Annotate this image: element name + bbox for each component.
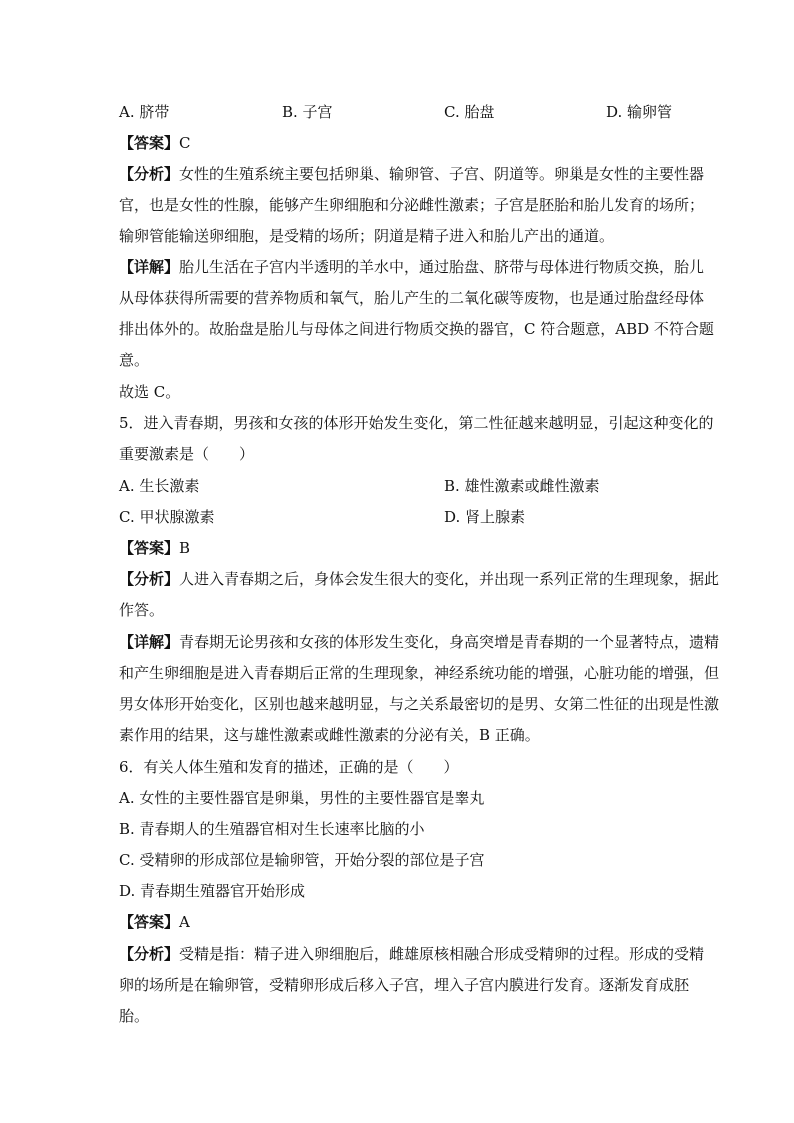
q6-analysis-line (119, 944, 705, 964)
q4-answer (119, 133, 679, 153)
q5-stem-line: 重要激素是（ ） (119, 445, 255, 463)
detail-text: 胎儿生活在子宫内半透明的羊水中，通过胎盘、脐带与母体进行物质交换，胎儿 (179, 258, 705, 276)
q5-option-a: A. 生长激素 (119, 477, 200, 495)
q6-option-d: D. 青春期生殖器官开始形成 (119, 882, 306, 900)
q4-option-b: B. 子宫 (282, 103, 333, 121)
q5-stem-line: 5．进入青春期，男孩和女孩的体形开始发生变化，第二性征越来越明显，引起这种变化的 (119, 414, 714, 432)
analysis-label: 【分析】 (119, 165, 180, 183)
q4-detail-line (119, 257, 705, 277)
q6-analysis-line: 卵的场所是在输卵管，受精卵形成后移入子宫，埋入子宫内膜进行发育。逐渐发育成胚 (119, 976, 690, 994)
q6-answer (119, 912, 679, 932)
answer-label: 【答案】 (119, 539, 180, 557)
q4-analysis-line: 输卵管能输送卵细胞，是受精的场所；阴道是精子进入和胎儿产出的通道。 (119, 227, 615, 245)
q4-detail-line: 从母体获得所需要的营养物质和氧气，胎儿产生的二氧化碳等废物，也是通过胎盘经母体 (119, 289, 705, 307)
q5-option-b: B. 雄性激素或雌性激素 (444, 477, 600, 495)
q4-analysis-line: 官，也是女性的性腺，能够产生卵细胞和分泌雌性激素；子宫是胚胎和胎儿发育的场所； (119, 196, 705, 214)
answer-value: B (179, 539, 191, 557)
q5-option-c: C. 甲状腺激素 (119, 508, 215, 526)
detail-text: 青春期无论男孩和女孩的体形发生变化，身高突增是青春期的一个显著特点，遗精 (179, 633, 720, 651)
q5-analysis-line: 作答。 (119, 601, 165, 619)
q6-option-b: B. 青春期人的生殖器官相对生长速率比脑的小 (119, 820, 425, 838)
q5-detail-line: 素作用的结果，这与雄性激素或雌性激素的分泌有关，B 正确。 (119, 726, 540, 744)
detail-label: 【详解】 (119, 633, 180, 651)
answer-label: 【答案】 (119, 134, 180, 152)
analysis-text: 人进入青春期之后，身体会发生很大的变化，并出现一系列正常的生理现象，据此 (179, 570, 720, 588)
analysis-text: 女性的生殖系统主要包括卵巢、输卵管、子宫、阴道等。卵巢是女性的主要性器 (179, 165, 705, 183)
q6-option-c: C. 受精卵的形成部位是输卵管，开始分裂的部位是子宫 (119, 851, 485, 869)
q5-detail-line: 和产生卵细胞是进入青春期后正常的生理现象，神经系统功能的增强，心脏功能的增强，但 (119, 664, 720, 682)
q5-detail-line (119, 632, 720, 652)
answer-value: C (179, 134, 191, 152)
q5-detail-line: 男女体形开始变化，区别也越来越明显，与之关系最密切的是男、女第二性征的出现是性激 (119, 695, 720, 713)
q4-conclusion: 故选 C。 (119, 383, 181, 401)
q4-option-d: D. 输卵管 (606, 103, 673, 121)
q4-option-c: C. 胎盘 (444, 103, 495, 121)
q6-stem: 6．有关人体生殖和发育的描述，正确的是（ ） (119, 758, 459, 776)
q5-answer (119, 538, 679, 558)
q4-detail-line: 意。 (119, 351, 150, 369)
detail-label: 【详解】 (119, 258, 180, 276)
q6-analysis-line: 胎。 (119, 1007, 150, 1025)
q6-option-a: A. 女性的主要性器官是卵巢，男性的主要性器官是睾丸 (119, 789, 485, 807)
q4-option-a: A. 脐带 (119, 103, 170, 121)
answer-label: 【答案】 (119, 913, 180, 931)
q5-analysis-line (119, 569, 720, 589)
analysis-label: 【分析】 (119, 945, 180, 963)
answer-value: A (179, 913, 190, 931)
analysis-text: 受精是指：精子进入卵细胞后，雌雄原核相融合形成受精卵的过程。形成的受精 (179, 945, 705, 963)
q4-detail-line: 排出体外的。故胎盘是胎儿与母体之间进行物质交换的器官，C 符合题意，ABD 不符合题 (119, 320, 714, 338)
analysis-label: 【分析】 (119, 570, 180, 588)
q5-option-d: D. 肾上腺素 (444, 508, 526, 526)
q4-analysis-line (119, 164, 705, 184)
